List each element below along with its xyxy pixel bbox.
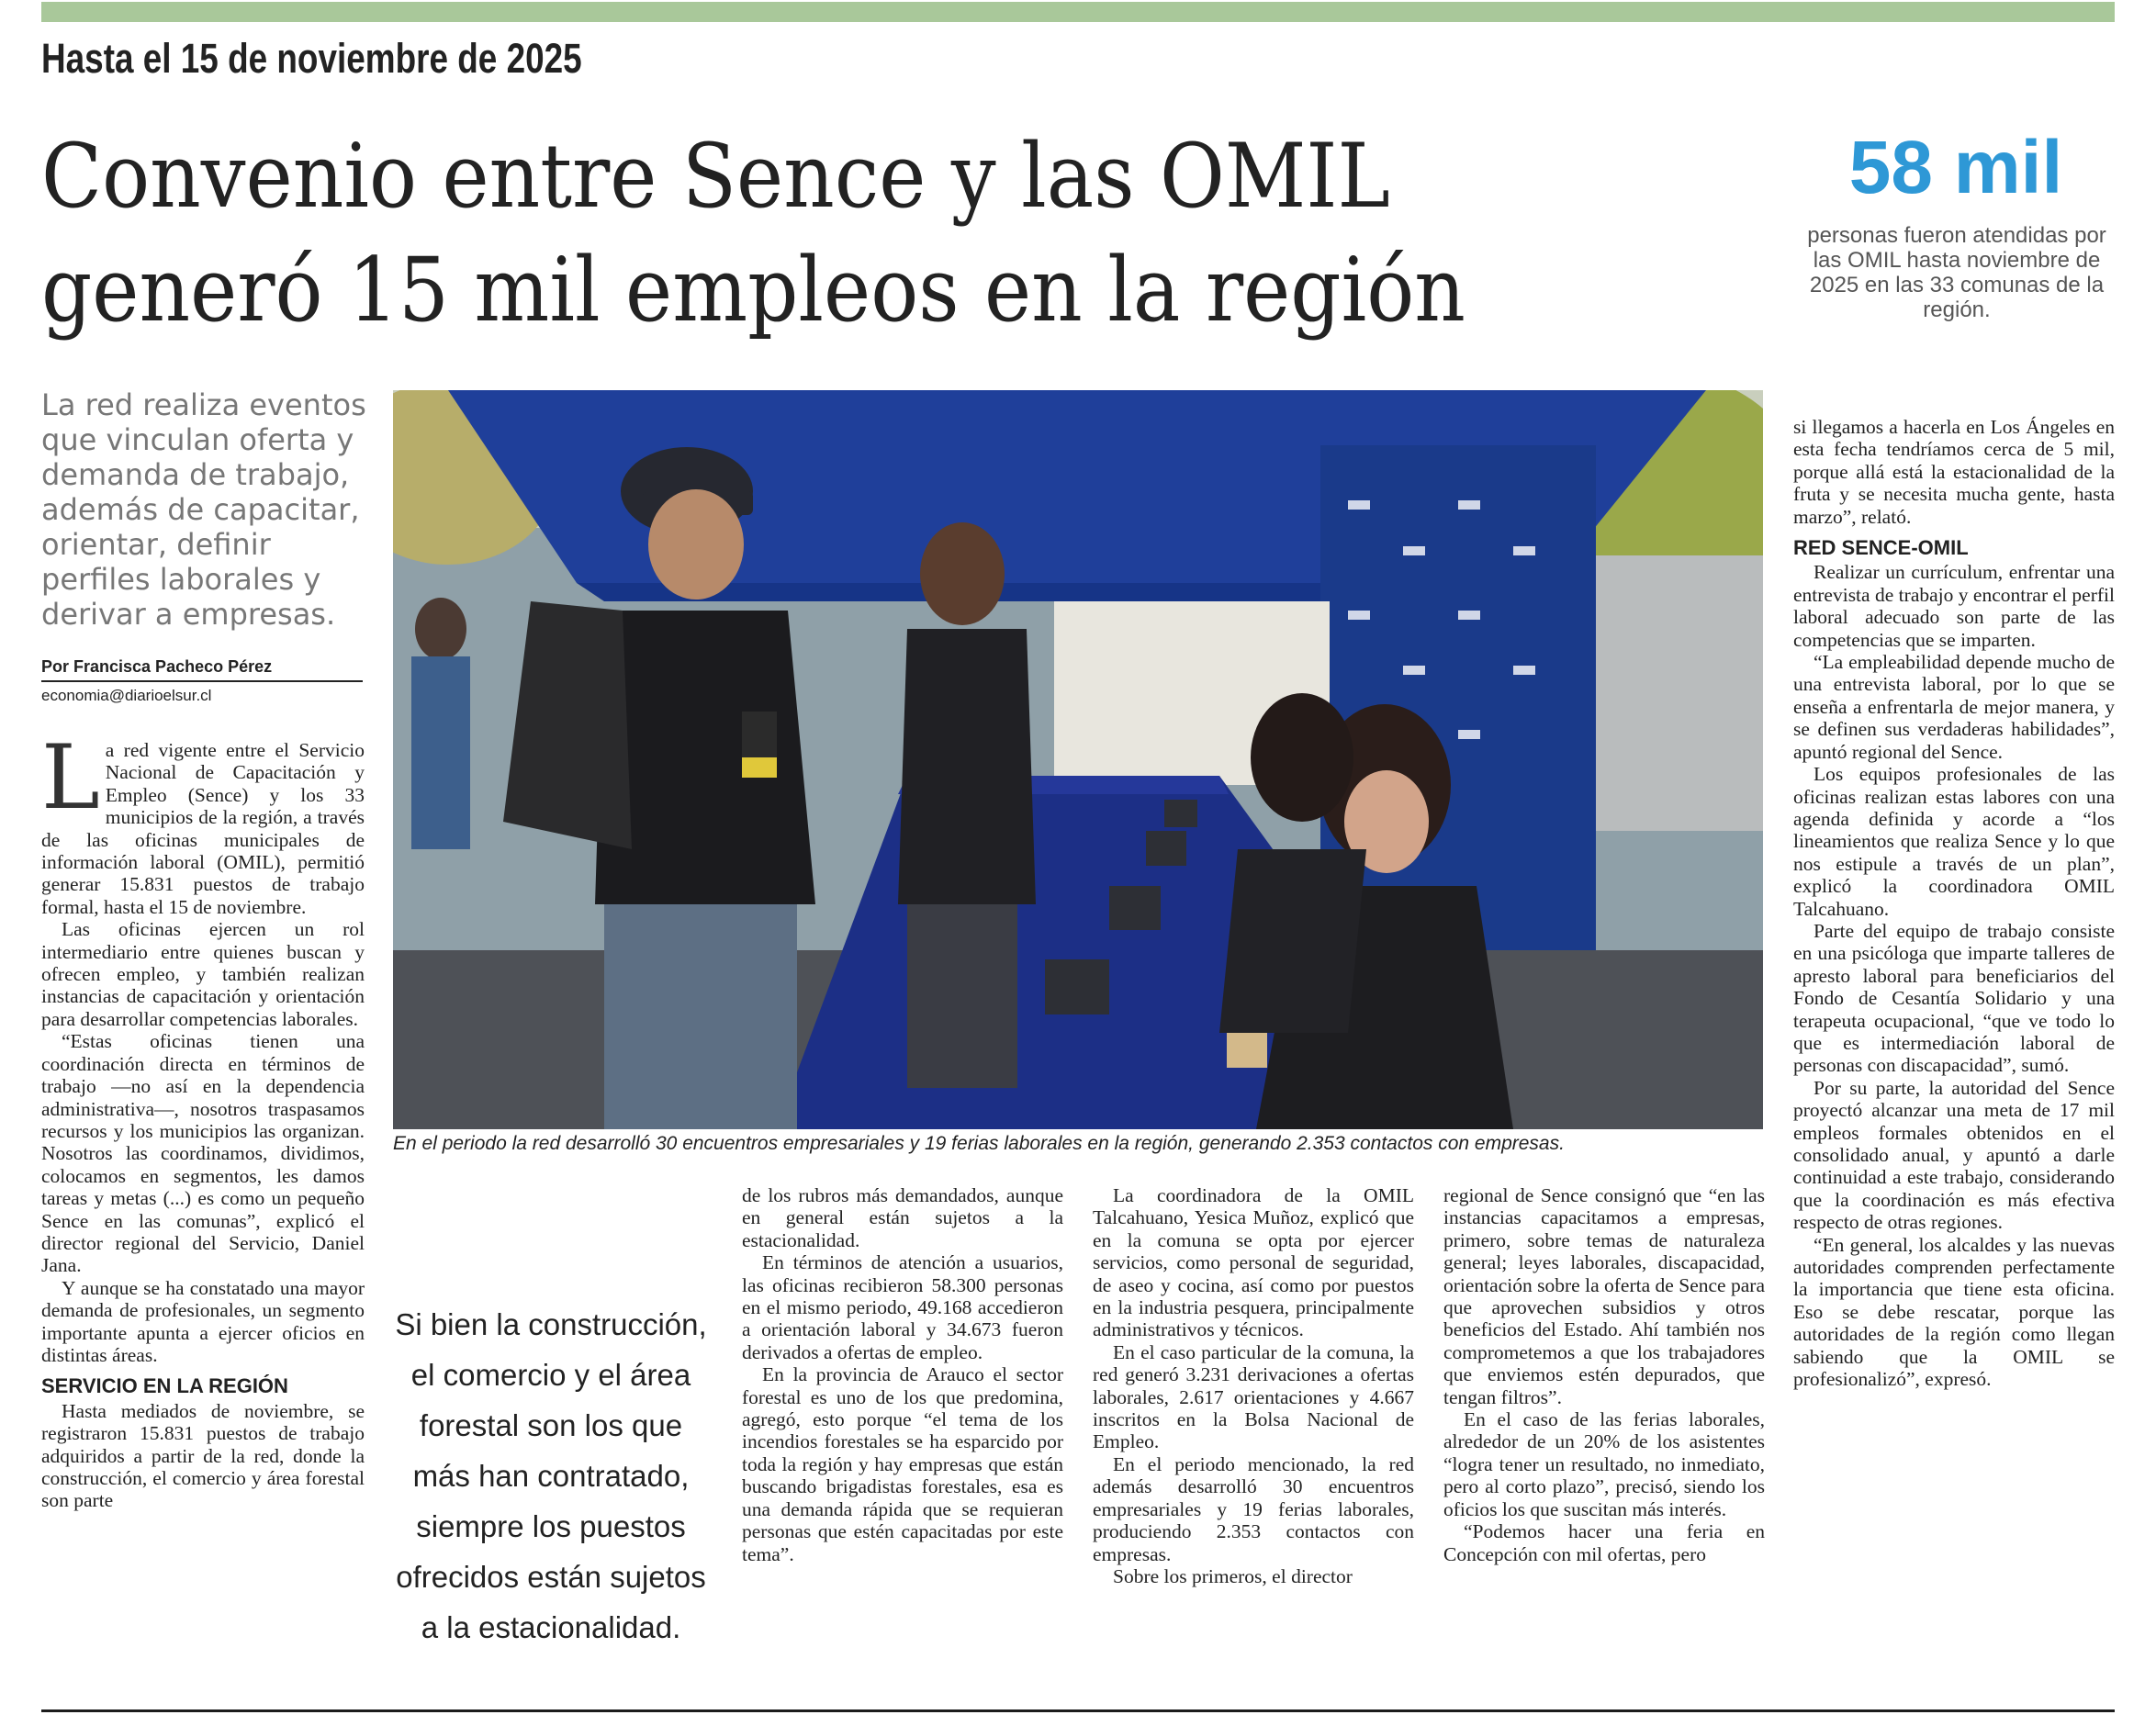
paragraph: Por su parte, la autoridad del Sence proyectó alcanzar una meta de 17 mil empleos formales obtenidos en el consolidado anual, y apuntó a darle continuidad a este trabajo, considerando que la coordinación es más efectiva respecto de otras regiones. — [1793, 1076, 2115, 1234]
paragraph: En el periodo mencionado, la red además desarrolló 30 encuentros empresariales y 19 ferias laborales, produciendo 2.353 contactos con empresas. — [1093, 1452, 1414, 1565]
byline: Por Francisca Pacheco Pérez — [41, 657, 363, 682]
headline — [41, 119, 1595, 347]
stat-number: 58 mil — [1848, 126, 2063, 209]
pull-quote: Si bien la construcción, el comercio y el área forestal son los que más han contratado, siempre los puestos ofrecidos están sujetos a la estacionalidad. — [395, 1307, 707, 1644]
article-deck: La red realiza eventos que vinculan oferta y demanda de trabajo, además de capacitar, orientar, definir perfiles laborales y derivar a empresas. — [41, 387, 366, 632]
paragraph: Sobre los primeros, el director — [1113, 1564, 1353, 1587]
paragraph: En términos de atención a usuarios, las oficinas recibieron 58.300 personas en el mismo periodo, 49.168 accedieron a orientación laboral y 34.673 fueron derivados a ofertas de empleo. — [742, 1251, 1063, 1363]
photo-caption: En el periodo la red desarrolló 30 encuentros empresariales y 19 ferias laborales en la región, generando 2.353 contactos con empresas. — [393, 1133, 1565, 1154]
paragraph: regional de Sence consignó que “en las instancias capacitamos a empresas, primero, sobre temas de naturaleza general; leyes laborales, discapacidad, orientación sobre la oferta de Sence para que aprovechen subsidios y otros beneficios del Estado. Ahí también nos comprometemos a que los trabajadores que enviemos estén depurados, que tengan filtros”. — [1443, 1184, 1765, 1408]
paragraph: “En general, los alcaldes y las nuevas autoridades comprenden perfectamente la importancia que tiene esta oficina. Eso se debe rescatar, porque las autoridades de la región como llegan sabiendo que la OMIL se profesionalizó”, expresó. — [1793, 1233, 2115, 1391]
paragraph: “Podemos hacer una feria en Concepción con mil ofertas, pero — [1443, 1520, 1765, 1565]
paragraph: de los rubros más demandados, aunque en general están sujetos a la estacionalidad. — [742, 1184, 1063, 1251]
paragraph: “La empleabilidad depende mucho de una entrevista laboral, por lo que se enseña a enfrentarla de mejor manera, y se definen sus verdaderas habilidades”, apuntó regional del Sence. — [1793, 651, 2115, 763]
paragraph: La red vigente entre el Servicio Nacional de Capacitación y Empleo (Sence) y los 33 municipios de la región, a través de las oficinas municipales de información laboral (OMIL), permitió generar 15.831 puestos de trabajo formal, hasta el 15 de noviembre. — [41, 726, 365, 918]
bottom-rule — [41, 1709, 2115, 1712]
article-column-2 — [742, 1184, 1063, 1565]
section-subhead: RED SENCE-OMIL — [1793, 536, 1969, 560]
paragraph: Hasta mediados de noviembre, se registraron 15.831 puestos de trabajo adquiridos a partir de la red, donde la construcción, el comercio y área forestal son parte — [41, 1399, 365, 1512]
article-column-1 — [41, 726, 365, 1512]
paragraph: En el caso de las ferias laborales, alrededor de un 20% de los asistentes “logra tener un resultado, no inmediato, pero al corto plazo”, precisó, siendo los oficios los que suscitan más interés. — [1443, 1408, 1765, 1520]
drop-cap: L — [41, 726, 100, 829]
headline-line-1: Convenio entre Sence y las OMIL — [41, 125, 1390, 228]
paragraph: La coordinadora de la OMIL Talcahuano, Yesica Muñoz, explicó que en la comuna se opta por ejercer servicios, como personal de seguridad, de aseo y cocina, así como por puestos en la industria pesquera, principalmente administrativos y técnicos. — [1093, 1184, 1414, 1341]
paragraph: En la provincia de Arauco el sector forestal es uno de los que predomina, agregó, esto porque “el tema de los incendios forestales se ha esparcido por toda la región y hay empresas que están buscando brigadistas forestales, esa es una demanda rápida que se requieran personas que estén capacitadas por este tema”. — [742, 1363, 1063, 1565]
stat-description: personas fueron atendidas por las OMIL hasta noviembre de 2025 en las 33 comunas de la región. — [1807, 223, 2106, 322]
paragraph: si llegamos a hacerla en Los Ángeles en esta fecha tendríamos cerca de 5 mil, porque allá está la estacionalidad de la fruta y se necesita mucha gente, hasta marzo”, relató. — [1793, 416, 2115, 528]
article-column-4 — [1443, 1184, 1765, 1565]
paragraph: En el caso particular de la comuna, la red generó 3.231 derivaciones a ofertas laborales, 2.617 orientaciones y 4.667 inscritos en la Bolsa Nacional de Empleo. — [1093, 1340, 1414, 1453]
headline-line-2: generó 15 mil empleos en la región — [41, 239, 1465, 342]
paragraph: Realizar un currículum, enfrentar una entrevista de trabajo y encontrar el perfil laboral adecuado son parte de las competencias que se imparten. — [1793, 561, 2115, 651]
article-column-3 — [1093, 1184, 1414, 1587]
job-fair-photo — [393, 390, 1763, 1129]
article-column-5 — [1793, 416, 2115, 1390]
paragraph: Las oficinas ejercen un rol intermediario entre quienes buscan y ofrecen empleo, y también realizan instancias de capacitación y orientación para desarrollar competencias laborales. — [41, 918, 365, 1030]
paragraph: “Estas oficinas tienen una coordinación directa en términos de trabajo —no así en la dependencia administrativa—, nosotros traspasamos recursos y los municipios las organizan. Nosotros las coordinamos, dividimos, colocamos en segmentos, les damos tareas y metas (...) es como un pequeño Sence en las comunas”, explicó el director regional del Servicio, Daniel Jana. — [41, 1030, 365, 1277]
paragraph: Parte del equipo de trabajo consiste en una psicóloga que imparte talleres de apresto laboral para beneficiarios del Fondo de Cesantía Solidario y una terapeuta ocupacional, “que ve todo lo que es intermediación laboral de personas con discapacidad”, sumó. — [1793, 919, 2115, 1077]
paragraph: Y aunque se ha constatado una mayor demanda de profesionales, un segmento importante apunta a ejercer oficios en distintas áreas. — [41, 1276, 365, 1366]
paragraph: Los equipos profesionales de las oficinas realizan estas labores con una agenda definida y acorde a “los lineamientos que realiza Sence y lo que nos estipule a través de un plan”, explicó la coordinadora OMIL Talcahuano. — [1793, 763, 2115, 920]
article-photo — [393, 390, 1763, 1129]
section-subhead: SERVICIO EN LA REGIÓN — [41, 1374, 288, 1398]
kicker: Hasta el 15 de noviembre de 2025 — [41, 35, 582, 82]
top-rule — [41, 2, 2115, 22]
author-email: economia@diarioelsur.cl — [41, 687, 212, 704]
